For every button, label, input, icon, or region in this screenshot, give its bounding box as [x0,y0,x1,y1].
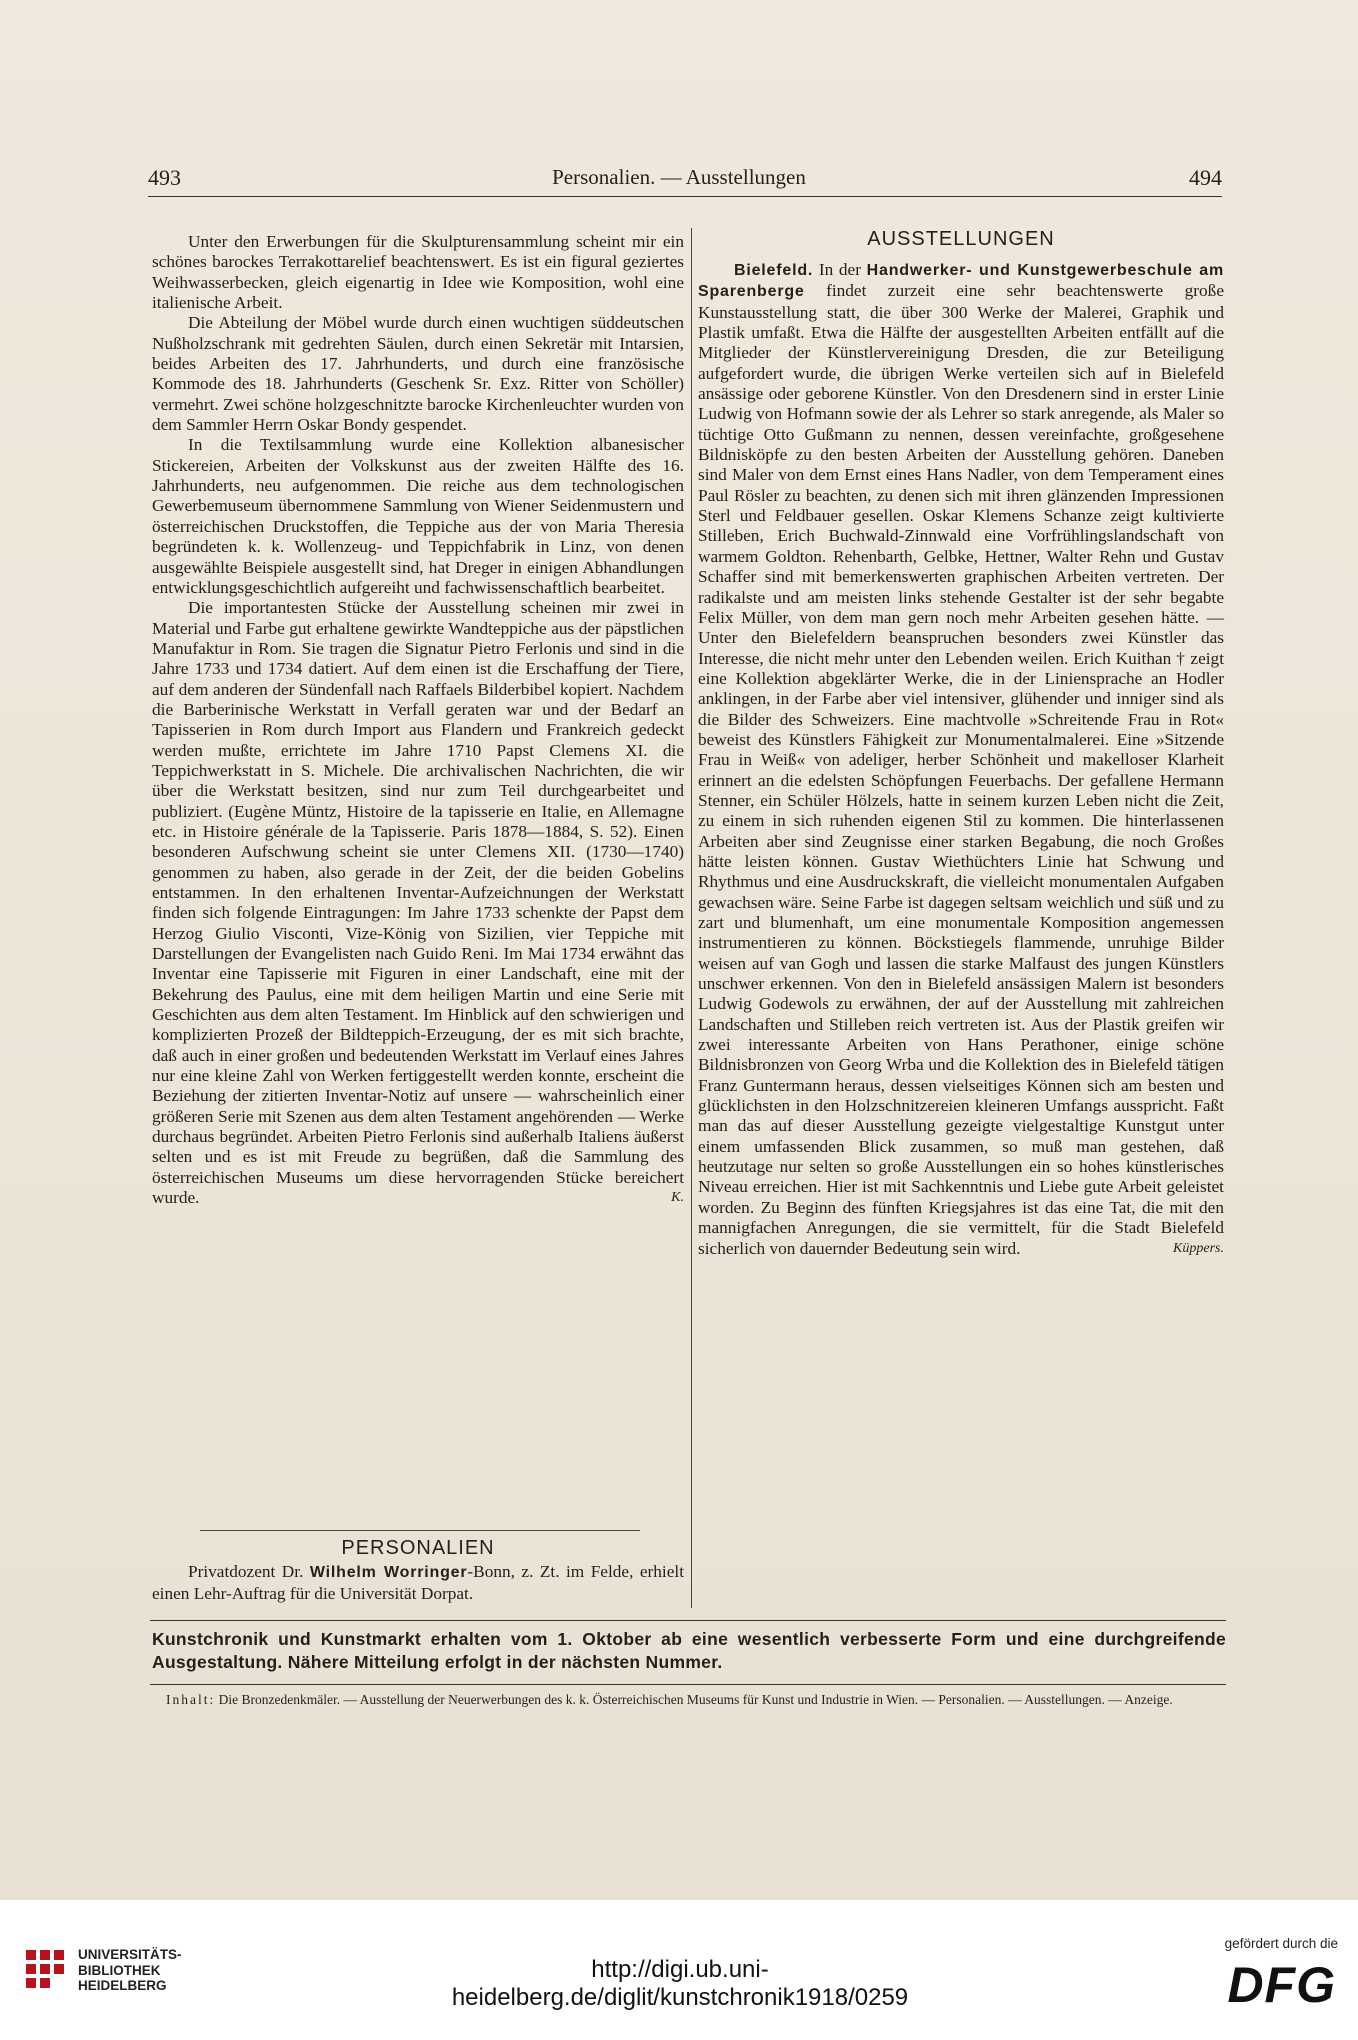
tapestries-text: Die importantesten Stücke der Ausstellung scheinen mir zwei in Material und Farbe gut erhaltene gewirkte Wandteppiche aus der päpstlichen Manufaktur in Rom. Sie tragen die Signatur Pietro Ferlonis und sind in die Jahre 1733 und 1734 datiert. Auf dem einen ist die Erschaffung der Tiere, auf dem anderen der Sündenfall nach Raffaels Bilderbibel kopiert. Nachdem die Barberinische Werkstatt in Verfall geraten war und der Bedarf an Tapisserien in Rom durch Import aus Flandern und Frankreich gedeckt werden mußte, errichtete im Jahre 1710 Papst Clemens XI. die Teppichwerkstatt in S. Michele. Die archivalischen Nachrichten, die wir über die Werkstatt besitzen, sind nur zum Teil durchgearbeitet und publiziert. (Eugène Müntz, Histoire de la tapisserie en Italie, en Allemagne etc. in Histoire générale de la Tapisserie. Paris 1878—1884, S. 52). Einen besonderen Aufschwung scheint sie unter Clemens XII. (1730—1740) genommen zu haben, also gerade in der Zeit, der die beiden Gobelins entstammen. In den erhaltenen Inventar-Aufzeichnungen der Werkstatt finden sich folgende Eintragungen: Im Jahre 1733 schenkte der Papst dem Herzog Giulio Visconti, Vize-König von Sizilien, vier Teppiche mit Darstellungen der Evangelisten nach Guido Reni. Im Mai 1734 erwähnt das Inventar eine Tapisserie mit Figuren in einer Landschaft, eine mit der Bekehrung des Paulus, eine mit dem heiligen Martin und eine Serie mit Geschichten aus dem alten Testament. Im Hinblick auf den schwierigen und komplizierten Prozeß der Bildteppich-Erzeugung, der es mit sich brachte, daß auch in einer großen und bedeutenden Werkstatt im Verlauf eines Jahres nur eine kleine Zahl von Werken fertiggestellt werden konnte, erscheint die Beziehung der zitierten Inventar-Notiz auf unsere — wahrscheinlich einer größeren Serie mit Szenen aus dem alten Testament angehörenden — Werke durchaus begründet. Arbeiten Pietro Ferlonis sind außerhalb Italiens äußerst selten und es ist mit Freude zu begrüßen, daß die Sammlung des österreichischen Museums um diese hervorragenden Stücke bereichert wurde. [152,598,684,1208]
paragraph-textiles: In die Textilsammlung wurde eine Kollektion albanesischer Stickereien, Arbeiten der Volkskunst aus der zweiten Hälfte des 16. Jahrhunderts, neu aufgenommen. Die reiche aus dem technologischen Gewerbemuseum übernommene Sammlung von Wiener Seidenmustern und österreichischen Druckstoffen, die Teppiche aus der von Maria Theresia begründeten k. k. Wollenzeug- und Teppichfabrik in Linz, von denen ausgewählte Beispiele ausgestellt sind, hat Dreger in einigen Abhandlungen entwicklungsgeschichtlich aufgereiht und fachwissenschaftlich bearbeitet. [152,435,684,597]
funded-by-label: gefördert durch die [1224,1936,1338,1951]
right-column [698,260,1224,1259]
personalien-before: Privatdozent Dr. [188,1562,310,1581]
university-library-logo-icon [22,1946,68,1998]
header-rule [148,196,1222,197]
contents-text: Die Bronzedenkmäler. — Ausstellung der Neuerwerbungen des k. k. Österreichischen Museums für Kunst und Industrie in Wien. — Personalien. — Ausstellungen. — Anzeige. [218,1692,1173,1707]
column-divider [691,228,692,1608]
announcement-top-rule [150,1620,1226,1621]
library-name: UNIVERSITÄTS- BIBLIOTHEK HEIDELBERG [78,1947,182,1993]
permalink-url[interactable]: http://digi.ub.uni-heidelberg.de/diglit/kunstchronik1918/0259 [451,1956,909,2011]
page-number-left: 493 [148,165,181,190]
dfg-logo: DFG [1227,1957,1336,2013]
personalien-text [152,1562,684,1604]
digitization-footer [0,1900,1358,2040]
table-of-contents [166,1691,1226,1708]
bielefeld-text: findet zurzeit eine sehr beachtenswerte große Kunstausstellung statt, die über 300 Werke der Malerei, Graphik und Plastik umfaßt. Etwa die Hälfte der ausgestellten Arbeiten entfällt auf die Mitglieder der Künstlervereinigung Dresden, die zur Beteiligung aufgefordert wurde, die übrigen Werke verteilen sich auf in Bielefeld ansässige oder geborene Künstler. Von den Dresdenern sind in erster Linie Ludwig von Hofmann sowie der als Lehrer so stark anregende, als Maler so tüchtige Otto Gußmann zu nennen, dessen vereinfachte, großgesehene Bildnisköpfe zu den besten Arbeiten der Ausstellung gehören. Daneben sind Maler von dem Ernst eines Hans Nadler, von dem Temperament eines Paul Rösler zu beachten, zu denen sich mit ihren glänzenden Impressionen Sterl und Feldbauer gesellen. Oskar Klemens Schanze zeigt kultivierte Stilleben, Erich Buchwald-Zinnwald eine Vorfrühlingslandschaft von warmem Goldton. Rehenbarth, Gelbke, Hettner, Walter Rehn und Gustav Schaffer sind mit bemerkenswerten graphischen Arbeiten vertreten. Der radikalste und am meisten links stehende Gestalter ist der sehr begabte Felix Müller, von dem man gern noch mehr Arbeiten gesehen hätte. — Unter den Bielefeldern beanspruchen besonders zwei Künstler das Interesse, die nicht mehr unter den Lebenden weilen. Erich Kuithan † zeigt eine Kollektion abgeklärter Werke, die in der Liniensprache an Hodler anklingen, in der Farbe aber viel intensiver, glühender und inniger sind als die Bilder des Schweizers. Eine machtvolle »Schreitende Frau in Rot« beweist des Künstlers Fähigkeit zur Monumentalmalerei. Eine »Sitzende Frau in Weiß« von adeliger, herber Schönheit und makelloser Klarheit erinnert an die edelsten Schöpfungen Feuerbachs. Der gefallene Hermann Stenner, ein Schüler Hölzels, hatte in seinem kurzen Leben nicht die Zeit, zu einem in sich ruhenden eigenen Stil zu kommen. Die hinterlassenen Arbeiten aber sind Zeugnisse einer starken Begabung, die noch Großes hätte leisten können. Gustav Wiethüchters Linie hat Schwung und Rhythmus und eine Ausdruckskraft, die vielleicht monumentalen Aufgaben gewachsen wäre. Seine Farbe ist dagegen seltsam weichlich und süß und zu zart und blumenhaft, um eine monumentale Komposition angemessen instrumentieren zu können. Böckstiegels flammende, unruhige Bilder weisen auf van Gogh und lassen die starke Malfaust des jungen Künstlers unschwer erkennen. Von den in Bielefeld ansässigen Malern ist besonders Ludwig Godewols zu erwähnen, der auf der Ausstellung mit zahlreichen Landschaften und Stilleben reich vertreten ist. Aus der Plastik greifen wir zwei interessante Arbeiten von Hans Perathoner, einige schöne Bildnisbronzen von Georg Wrba und die Kollektion des in Bielefeld tätigen Franz Guntermann heraus, dessen vielseitiges Können sich am besten und glücklichsten in den Holzschnitzereien kleineren Umfangs ausspricht. Faßt man das auf dieser Ausstellung gezeigte vielgestaltige Kunstgut unter einem umfassenden Blick zusammen, so muß man gestehen, daß heutzutage nur selten so große Ausstellungen ein so hohes künstlerisches Niveau erreichen. Hier ist mit Sachkenntnis und Liebe gute Arbeit geleistet worden. Zu Beginn des fünften Kriegsjahres ist das eine Tat, die mit den mannigfachen Anregungen, die sie vermittelt, für die Stadt Bielefeld sicherlich von dauernder Bedeutung sein wird. [698,281,1224,1258]
lead-school: Handwerker- und Kunstgewerbeschule am Sparenberge [698,262,1224,301]
paragraph-tapestries [152,598,684,1208]
personalien-name: Wilhelm Worringer [309,1564,468,1581]
lead-city: Bielefeld. [734,262,814,279]
paragraph-furniture: Die Abteilung der Möbel wurde durch einen wuchtigen süddeutschen Nußholzschrank mit gedrehten Säulen, durch einen Sekretär mit Intarsien, beides Arbeiten des 17. Jahrhunderts, und durch eine französische Kommode des 18. Jahrhunderts (Geschenk Sr. Exz. Ritter von Schöller) vermehrt. Zwei schöne holzgeschnitzte barocke Kirchenleuchter wurden von dem Sammler Herrn Oskar Bondy gespendet. [152,313,684,435]
paragraph-bielefeld [698,260,1224,1259]
ausstellungen-heading: AUSSTELLUNGEN [867,228,1055,250]
contents-label: Inhalt: [166,1692,216,1707]
running-title: Personalien. — Ausstellungen [552,165,806,189]
author-signature-right: Küppers. [1173,1240,1224,1256]
personalien-after: -Bonn, z. Zt. im Felde, erhielt einen Lehr-Auftrag für die Universität Dorpat. [152,1562,685,1603]
author-signature-left: K. [671,1190,684,1206]
lead-in: In der [813,260,867,279]
announcement-bottom-rule [150,1684,1226,1685]
announcement: Kunstchronik und Kunstmarkt erhalten vom 1. Oktober ab eine wesentlich verbesserte Form und eine durchgreifende Ausgestaltung. Nähere Mitteilung erfolgt in der nächsten Nummer. [152,1629,1226,1672]
paragraph-sculpture: Unter den Erwerbungen für die Skulpturensammlung scheint mir ein schönes barockes Terrakottarelief beachtenswert. Es ist ein figural geziertes Weihwasserbecken, gleich eigenartig in Idee wie Komposition, wohl eine italienische Arbeit. [152,232,684,313]
personalien-rule [200,1530,640,1531]
page-number-right: 494 [1189,165,1222,190]
personalien-heading: PERSONALIEN [341,1537,495,1559]
left-column [152,232,684,1209]
